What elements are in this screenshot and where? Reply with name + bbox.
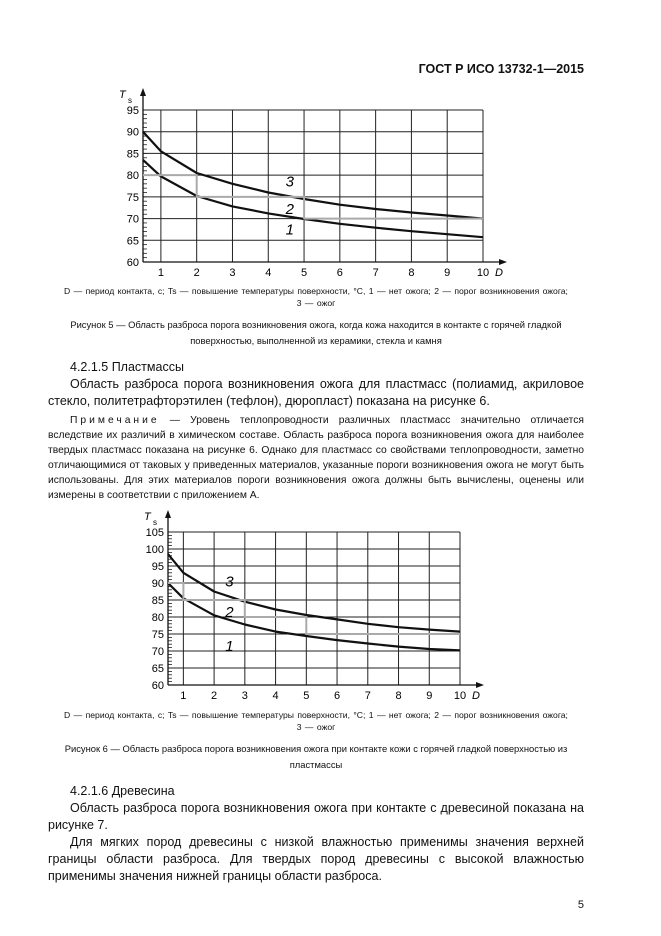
region-label: 2 (225, 603, 234, 621)
y-tick-label: 65 (126, 235, 139, 248)
note-label: Примечание (70, 415, 160, 426)
figure-5-legend (48, 285, 584, 309)
y-tick-label: 70 (151, 646, 164, 658)
note-paragraph (48, 413, 584, 503)
x-tick-label: 2 (211, 690, 218, 702)
y-tick-label: 80 (151, 612, 164, 624)
section-heading: 4.2.1.5 Пластмассы (70, 360, 184, 374)
x-tick-label: 4 (265, 267, 272, 279)
y-tick-label: 95 (126, 105, 139, 117)
y-tick-label: 60 (126, 257, 139, 269)
x-tick-label: 8 (395, 690, 402, 702)
x-tick-label: 3 (229, 267, 236, 279)
page-number: 5 (577, 899, 584, 911)
legend-line: 3 — ожог (296, 298, 336, 308)
y-tick-label: 85 (151, 595, 164, 607)
figure-5-caption (48, 317, 584, 349)
figure-6-legend (48, 709, 584, 733)
x-tick-label: 6 (336, 267, 343, 279)
x-tick-label: 10 (453, 690, 467, 702)
caption-line: поверхностью, выполненной из керамики, стекла и камня (190, 335, 442, 346)
x-tick-label: 1 (157, 267, 164, 279)
body-paragraph: Область разброса порога возникновения ожога для пластмасс (полиамид, акриловое стекло, политетрафторэтилен (тефлон), дюропласт) показана на рисунке 6. (48, 377, 584, 408)
x-tick-label: 9 (426, 690, 433, 702)
x-axis-arrow-icon (499, 259, 507, 265)
region-label: 3 (285, 173, 294, 191)
region-label: 1 (285, 221, 294, 239)
region-label: 1 (225, 637, 234, 655)
x-tick-label: 10 (476, 267, 490, 279)
region-label: 3 (225, 573, 234, 591)
caption-line: Рисунок 5 — Область разброса порога возникновения ожога, когда кожа находится в контакте с горячей гладкой (70, 319, 562, 330)
y-tick-label: 60 (151, 680, 164, 692)
section-heading: 4.2.1.6 Древесина (70, 784, 175, 798)
x-tick-label: 1 (180, 690, 187, 702)
figure-6-chart (120, 505, 520, 705)
y-tick-label: 90 (151, 578, 164, 590)
figure-6-caption (48, 741, 584, 773)
x-tick-label: 5 (300, 267, 308, 279)
x-tick-label: 4 (272, 690, 279, 702)
x-tick-label: 7 (364, 690, 371, 702)
y-axis-arrow-icon (140, 88, 146, 96)
y-tick-label: 100 (145, 544, 164, 556)
y-tick-label: 70 (126, 213, 139, 226)
body-paragraph: Для мягких пород древесины с низкой влажностью применимы значения верхней границы области разброса. Для твердых пород древесины с высокой влажностью применимы значения нижней границы области разброса. (48, 835, 584, 883)
x-tick-label: 9 (444, 267, 451, 279)
y-tick-label: 85 (126, 148, 139, 161)
x-axis-label: D (495, 267, 503, 279)
x-tick-label: 2 (193, 267, 200, 279)
figure-5-chart (100, 81, 520, 281)
caption-line: Рисунок 6 — Область разброса порога возникновения ожога при контакте кожи с горячей гладкой поверхностью из (64, 743, 568, 754)
y-axis-label-subscript: s (153, 518, 157, 527)
x-axis-arrow-icon (476, 682, 484, 688)
y-tick-label: 75 (126, 191, 139, 204)
region-label: 2 (285, 201, 294, 219)
x-tick-label: 6 (333, 690, 341, 702)
x-tick-label: 8 (408, 267, 415, 279)
y-tick-label: 90 (126, 126, 139, 139)
x-axis-label: D (472, 690, 480, 702)
y-tick-label: 65 (151, 663, 164, 675)
x-tick-label: 5 (303, 690, 310, 702)
x-tick-label: 7 (372, 267, 379, 279)
note-text: — Уровень теплопроводности различных пластмасс значительно отличается вследствие их различий в химическом составе. Область разброса порога возникновения ожога для наиболее твердых пластмасс показана на рисунке 6. Однако для пластмасс со свойствами теплопроводности, заметно отличающимися от таковых у приведенных материалов, указанные пороги возникновения ожога не могут быть использованы. Для этих материалов пороги возникновения ожога должны быть вычислены, оценены или измерены в соответствии с приложением А. (48, 415, 584, 501)
y-axis-label: T (144, 511, 151, 523)
y-tick-label: 95 (151, 561, 164, 573)
legend-line: D — период контакта, с; Ts — повышение температуры поверхности, °C, 1 — нет ожога; 2 — порог возникновения ожога; (64, 286, 568, 296)
legend-line: D — период контакта, с; Ts — повышение температуры поверхности, °C; 1 — нет ожога; 2 — порог возникновения ожога; (64, 710, 568, 720)
y-axis-arrow-icon (165, 510, 171, 518)
y-tick-label: 80 (126, 170, 139, 183)
body-paragraph: Область разброса порога возникновения ожога при контакте с древесиной показана на рисунке 7. (48, 801, 584, 832)
document-header: ГОСТ Р ИСО 13732-1—2015 (418, 62, 584, 76)
y-axis-label: T (119, 89, 126, 101)
legend-line: 3 — ожог (296, 722, 336, 732)
y-tick-label: 75 (151, 629, 164, 641)
x-tick-label: 3 (241, 690, 248, 702)
caption-line: пластмассы (289, 759, 343, 770)
y-tick-label: 105 (145, 527, 164, 539)
y-axis-label-subscript: s (128, 96, 132, 105)
